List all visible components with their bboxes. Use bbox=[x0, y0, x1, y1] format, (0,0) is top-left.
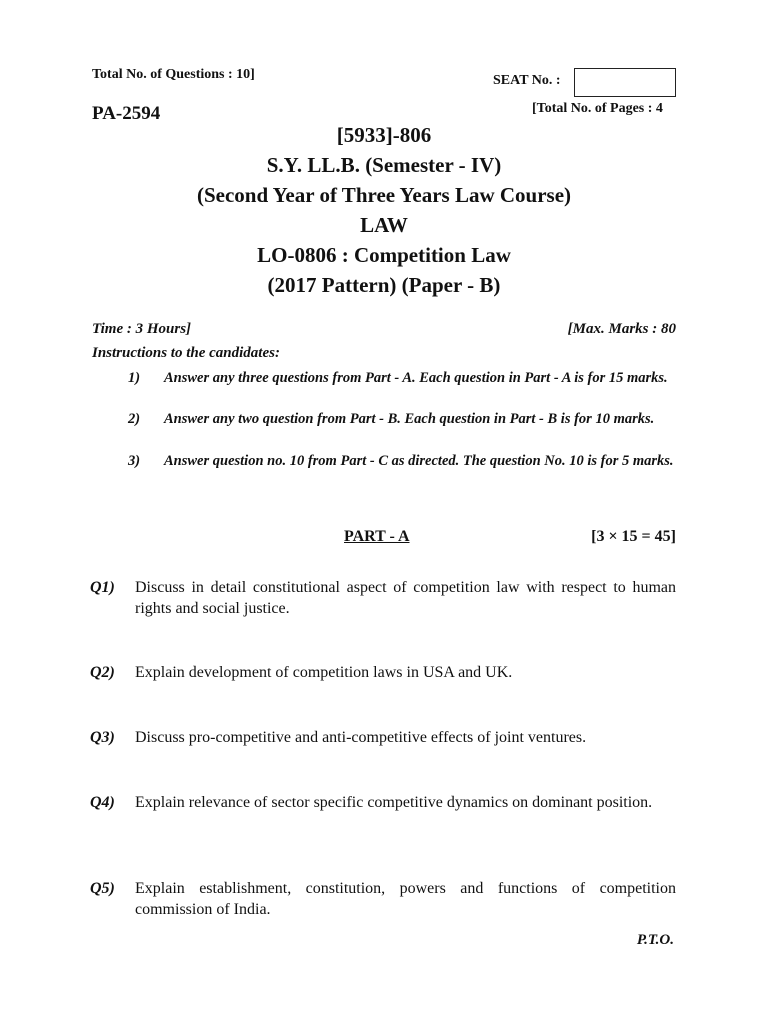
question-text: Discuss pro-competitive and anti-competitive effects of joint ventures. bbox=[135, 729, 587, 746]
instruction-number: 2) bbox=[128, 411, 141, 427]
question-item bbox=[90, 577, 676, 619]
question-number: Q5) bbox=[90, 880, 115, 897]
question-number: Q4) bbox=[90, 794, 115, 811]
max-marks: [Max. Marks : 80 bbox=[567, 321, 676, 337]
instruction-item bbox=[128, 369, 676, 387]
question-text: Explain development of competition laws in USA and UK. bbox=[135, 664, 513, 681]
question-number: Q3) bbox=[90, 729, 115, 746]
subject: LAW bbox=[360, 213, 408, 237]
exam-code: [5933]-806 bbox=[336, 123, 432, 147]
time-allowed: Time : 3 Hours] bbox=[92, 321, 192, 337]
instruction-text: Answer question no. 10 from Part - C as directed. The question No. 10 is for 5 marks. bbox=[164, 453, 674, 469]
instruction-text: Answer any three questions from Part - A. Each question in Part - A is for 15 marks. bbox=[164, 370, 668, 386]
course-subtitle: (Second Year of Three Years Law Course) bbox=[196, 183, 572, 207]
question-item bbox=[90, 792, 676, 813]
part-a-marks: [3 × 15 = 45] bbox=[591, 528, 676, 545]
total-questions: Total No. of Questions : 10] bbox=[92, 67, 255, 82]
seat-number-box[interactable] bbox=[574, 68, 676, 97]
paper-code: PA-2594 bbox=[92, 103, 161, 124]
seat-label: SEAT No. : bbox=[493, 73, 561, 88]
question-item bbox=[90, 662, 676, 683]
instruction-item bbox=[128, 410, 676, 428]
question-number: Q1) bbox=[90, 579, 115, 596]
course-title: S.Y. LL.B. (Semester - IV) bbox=[266, 153, 502, 177]
instructions-heading: Instructions to the candidates: bbox=[92, 345, 280, 361]
question-item bbox=[90, 878, 676, 920]
instruction-text: Answer any two question from Part - B. Each question in Part - B is for 10 marks. bbox=[164, 411, 655, 427]
question-text: Explain establishment, constitution, powers and functions of competition commission of India. bbox=[135, 880, 676, 918]
question-text: Explain relevance of sector specific competitive dynamics on dominant position. bbox=[135, 794, 653, 811]
question-text: Discuss in detail constitutional aspect of competition law with respect to human rights and social justice. bbox=[135, 579, 676, 617]
please-turn-over: P.T.O. bbox=[636, 932, 674, 948]
total-pages: [Total No. of Pages : 4 bbox=[532, 101, 663, 116]
question-number: Q2) bbox=[90, 664, 115, 681]
pattern: (2017 Pattern) (Paper - B) bbox=[267, 273, 501, 297]
question-item bbox=[90, 727, 676, 748]
part-a-label: PART - A bbox=[344, 528, 410, 545]
instruction-item bbox=[128, 452, 676, 470]
instruction-number: 1) bbox=[128, 370, 141, 386]
paper-title: LO-0806 : Competition Law bbox=[257, 243, 511, 267]
instruction-number: 3) bbox=[128, 453, 141, 469]
